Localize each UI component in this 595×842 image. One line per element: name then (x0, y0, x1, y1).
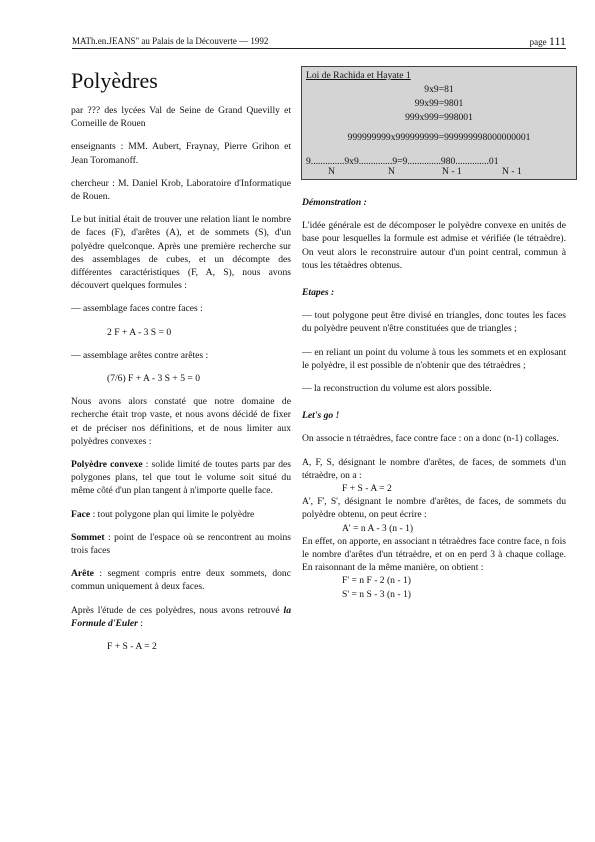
teachers: enseignants : MM. Aubert, Fraynay, Pierre Grihon et Jean Toromanoff. (71, 141, 291, 166)
page-header (72, 34, 566, 49)
def-face (71, 508, 291, 521)
demo-heading: Démonstration : (302, 197, 367, 208)
item-edges: — assemblage arêtes contre arêtes : (71, 349, 209, 361)
rachida-hayate-box (301, 66, 577, 180)
euler-paragraph (71, 604, 291, 630)
article-title: Polyèdres (71, 68, 158, 93)
formula-f-prime: F' = n F - 2 (n - 1) (342, 575, 411, 587)
constat-paragraph: Nous avons alors constaté que notre domaine de recherche était trop vaste, et nous avons décidé de fixer et de préciser nos définitions, et de nous limiter aux polyèdres convexes : (71, 396, 291, 447)
go-paragraph-3: A', F', S', désignant le nombre d'arêtes, de faces, de sommets du polyèdre obtenu, on peut écrire : (302, 496, 566, 521)
steps-heading: Etapes : (302, 287, 335, 299)
box-line-4: 999999999x999999999=999999998000000001 (347, 132, 531, 143)
box-title: Loi de Rachida et Hayate 1 (306, 70, 411, 81)
box-n-minus-1-a: N - 1 (442, 166, 462, 177)
box-n-1: N (328, 166, 335, 177)
formula-tetra: F + S - A = 2 (342, 483, 392, 495)
def-convex-text: : solide limité de toutes parts par des polygones plans, tel que tout le volume soit situé du même côté d'un plan tangent à n'importe quelle face. (71, 459, 291, 497)
def-convex (71, 458, 291, 498)
researcher: chercheur : M. Daniel Krob, Laboratoire d'Informatique de Rouen. (71, 177, 291, 203)
go-paragraph-1: On associe n tétraèdres, face contre face : on a donc (n-1) collages. (302, 433, 559, 445)
step-2: — en reliant un point du volume à tous les sommets et en explosant le polyèdre, il est possible de n'obtenir que des tétraèdres ; (302, 346, 566, 371)
box-line-1: 9x9=81 (424, 84, 454, 95)
def-edge (71, 567, 291, 593)
euler-post: : (137, 617, 143, 629)
authors: par ??? des lycées Val de Seine de Grand Quevilly et Corneille de Rouen (71, 105, 291, 130)
step-1: — tout polygone peut être divisé en triangles, donc toutes les faces du polyèdre peuvent n'être constituées que de triangles ; (302, 310, 566, 335)
euler-pre: Après l'étude de ces polyèdres, nous avons retrouvé (71, 604, 284, 616)
def-face-term: Face (71, 508, 91, 520)
euler-term: la Formule d'Euler (71, 604, 291, 629)
formula-edges: (7/6) F + A - 3 S + 5 = 0 (107, 373, 200, 385)
def-vertex (71, 531, 291, 557)
page-num: 111 (548, 34, 566, 48)
def-face-text: : tout polygone plan qui limite le polyèdre (90, 508, 255, 520)
def-vertex-text: : point de l'espace où se rencontrent au moins trois faces (71, 531, 291, 557)
item-faces: — assemblage faces contre faces : (71, 303, 203, 315)
formula-s-prime: S' = n S - 3 (n - 1) (342, 588, 411, 600)
header-title: MATh.en.JEANS" au Palais de la Découverte — 1992 (72, 36, 269, 46)
formula-faces: 2 F + A - 3 S = 0 (107, 326, 172, 338)
box-general-line: 9..............9x9..............9=9..............980..............01 (306, 156, 499, 167)
demo-paragraph: L'idée générale est de décomposer le polyèdre convexe en unités de base pour lesquelles la formule est admise et vérifiée (le tétraèdre). On veut alors le reconstruire autour d'un point central, commun à tous les tétaèdres obtenus. (302, 220, 566, 271)
box-n-minus-1-b: N - 1 (502, 166, 522, 177)
box-line-3: 999x999=998001 (405, 112, 473, 123)
formula-euler: F + S - A = 2 (107, 641, 157, 653)
step-3: — la reconstruction du volume est alors possible. (302, 383, 492, 395)
left-column (71, 66, 291, 663)
def-edge-term: Arête (71, 568, 94, 580)
right-column (302, 66, 566, 601)
lets-go-heading: Let's go ! (302, 410, 340, 422)
intro-paragraph: Le but initial était de trouver une relation liant le nombre de faces (F), d'arêtes (A), et de sommets (S), d'un polyèdre quelconque. Après une première recherche sur des assemblages de cubes, et un décompte des différentes caractéristiques (F, A, S), nous avons découvert quelques formules : (71, 214, 291, 292)
def-vertex-term: Sommet (71, 531, 105, 543)
def-edge-text: : segment compris entre deux sommets, donc commun uniquement à deux faces. (71, 568, 291, 593)
go-paragraph-2: A, F, S, désignant le nombre d'arêtes, de faces, de sommets d'un tétraèdre, on a : (302, 456, 566, 481)
page-word: page (529, 37, 547, 47)
def-convex-term: Polyèdre convexe (71, 459, 143, 471)
page-number (530, 34, 566, 49)
formula-a-prime: A' = n A - 3 (n - 1) (342, 522, 414, 534)
box-n-2: N (388, 166, 395, 177)
box-line-2: 99x99=9801 (414, 98, 464, 109)
go-paragraph-4: En effet, on apporte, en associant n tétraèdres face contre face, n fois le nombre d'arêtes d'un tétraèdre, et on en perd 3 à chaque collage. En raisonnant de la même manière, on obtient : (302, 535, 566, 574)
